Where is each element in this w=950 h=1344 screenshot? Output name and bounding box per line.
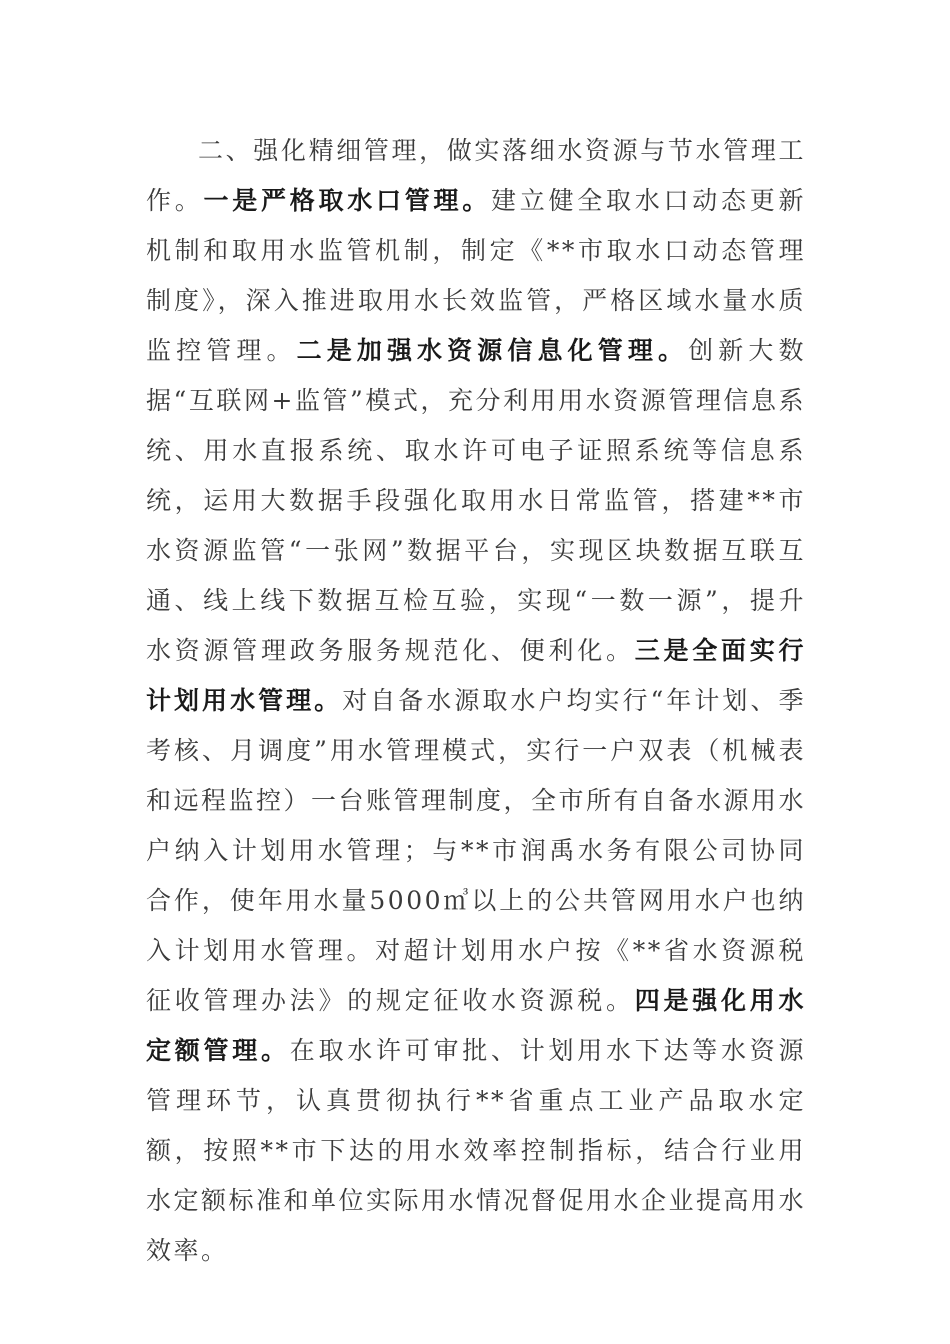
point-four-title: 四是强化用水定额管理。 xyxy=(146,986,806,1065)
point-three-title: 三是全面实行计划用水管理。 xyxy=(146,636,806,715)
body-paragraph xyxy=(146,126,806,1276)
point-two-title: 二是加强水资源信息化管理。 xyxy=(296,336,689,365)
point-four-text: 在取水许可审批、计划用水下达等水资源管理环节，认真贯彻执行**省重点工业产品取水定额，按照**市下达的用水效率控制指标，结合行业用水定额标准和单位实际用水情况督促用水企业提高用水效率。 xyxy=(146,1036,807,1265)
point-one-title: 一是严格取水口管理。 xyxy=(203,186,491,215)
point-one-text: 建立健全取水口动态更新机制和取用水监管机制，制定《**市取水口动态管理制度》，深入推进取用水长效监管，严格区域水量水质监控管理。 xyxy=(146,186,806,365)
point-three-text: 对自备水源取水户均实行“年计划、季考核、月调度”用水管理模式，实行一户双表（机械表和远程监控）一台账管理制度，全市所有自备水源用水户纳入计划用水管理；与**市润禹水务有限公司协同合作，使年用水量5000㎥以上的公共管网用水户也纳入计划用水管理。对超计划用水户按《**省水资源税征收管理办法》的规定征收水资源税。 xyxy=(146,686,807,1015)
point-two-text: 创新大数据“互联网+监管”模式，充分利用用水资源管理信息系统、用水直报系统、取水许可电子证照系统等信息系统，运用大数据手段强化取用水日常监管，搭建**市水资源监管“一张网”数据平台，实现区块数据互联互通、线上线下数据互检互验，实现“一数一源”，提升水资源管理政务服务规范化、便利化。 xyxy=(146,336,806,665)
paragraph-heading: 二、强化精细管理，做实落细水资源与节水管理工作。 xyxy=(146,136,806,215)
